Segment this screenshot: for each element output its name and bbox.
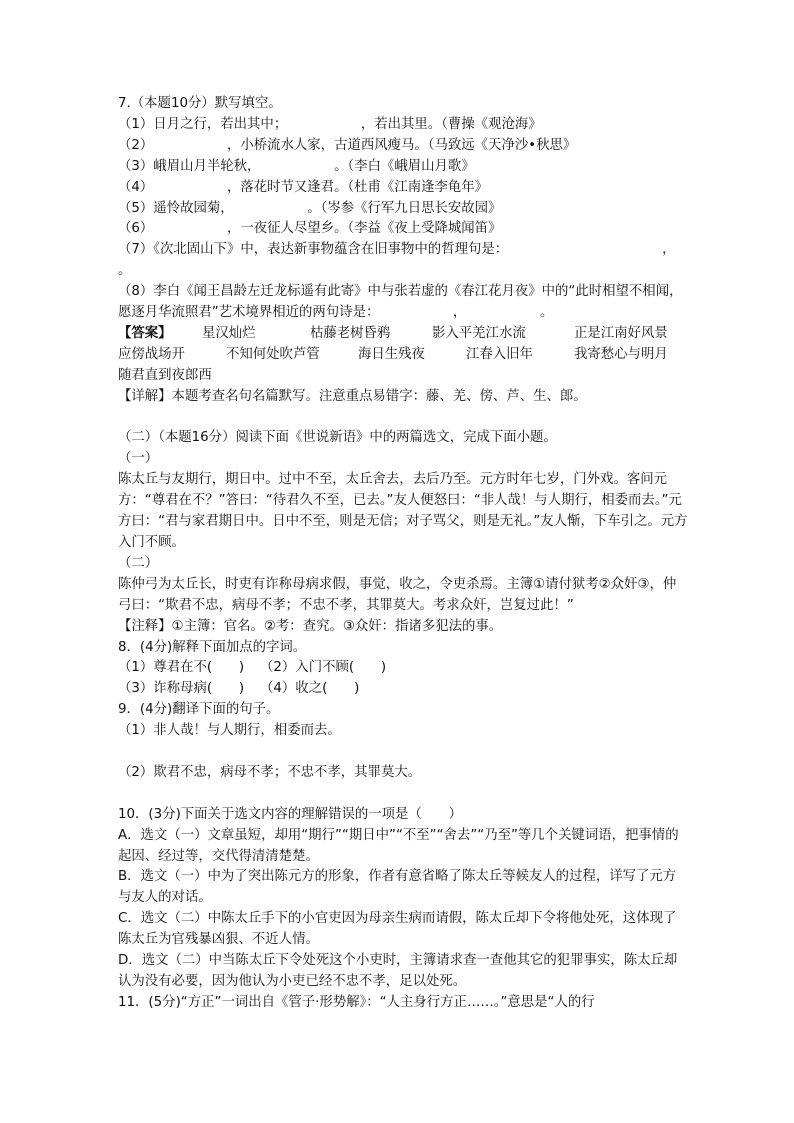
q8-row-2: [118, 679, 688, 700]
q8-item-4: （4）收之( ): [260, 681, 360, 697]
q10-option-a: A．选文（一）文章虽短，却用“期行”“期日中”“不至”“舍去”“乃至”等几个关键词语，把事情的起因、经过等，交代得清清楚楚。: [118, 827, 679, 864]
q8-heading: 8．(4分)解释下面加点的字词。: [118, 639, 307, 655]
answer-block: [118, 324, 688, 387]
q7-line-3: （3）峨眉山月半轮秋， 。（李白《峨眉山月歌》: [118, 158, 475, 174]
reading-part2-label: （二）: [118, 555, 159, 571]
answer-3: 影入平羌江水流: [432, 325, 526, 341]
q7-line-7-end: 。: [118, 263, 132, 279]
q8-row-1: [118, 658, 688, 679]
document-page: [118, 94, 688, 1014]
answer-2: 枯藤老树昏鸦: [310, 325, 391, 341]
reading-part2-text: 陈仲弓为太丘长，时吏有诈称母病求假，事觉，收之，令吏杀焉。主簿①请付狱考②众奸③，仲弓曰：“欺君不忠，病母不孝；不忠不孝，其罪莫大。考求众奸，岂复过此！”: [118, 576, 677, 613]
q7-line-1: （1）日月之行，若出其中； ，若出其里。（曹操《观沧海》: [118, 116, 542, 132]
q7-line-4: （4） ，落花时节又逢君。（杜甫《江南逢李龟年》: [118, 179, 489, 195]
answer-7: 海日生残夜: [358, 346, 425, 362]
q9-heading: 9．(4分)翻译下面的句子。: [118, 702, 280, 718]
q10-option-d: D．选文（二）中当陈太丘下令处死这个小吏时，主簿请求查一查他其它的犯罪事实，陈太丘却认为没有必要，因为他认为小吏已经不忠不孝，足以处死。: [118, 953, 678, 990]
detail-text: 【详解】本题考查名句名篇默写。注意重点易错字：藤、羌、傍、芦、生、郎。: [118, 388, 587, 404]
q8-item-2: （2）入门不顾( ): [260, 660, 387, 676]
q8-item-3: （3）诈称母病( ): [118, 681, 245, 697]
answer-5: 应傍战场开: [118, 346, 185, 362]
answer-4: 正是江南好风景: [574, 325, 668, 341]
q7-line-2: （2） ，小桥流水人家，古道西风瘦马。（马致远《天净沙•秋思》: [118, 137, 577, 153]
answer-label: 【答案】: [118, 325, 172, 341]
q9-sentence-1: （1）非人哉！与人期行，相委而去。: [118, 723, 341, 739]
answer-1: 星汉灿烂: [202, 325, 256, 341]
q10-heading: 10．(3分)下面关于选文内容的理解错误的一项是（ ）: [118, 806, 462, 822]
answer-10: 随君直到夜郎西: [118, 367, 212, 383]
answer-9: 我寄愁心与明月: [574, 346, 668, 362]
answer-6: 不知何处吹芦管: [226, 346, 320, 362]
q7-line-6: （6） ，一夜征人尽望乡。（李益《夜上受降城闻笛》: [118, 221, 502, 237]
reading-notes: 【注释】①主簿：官名。②考：查究。③众奸：指诸多犯法的事。: [118, 618, 503, 634]
answer-8: 江春入旧年: [466, 346, 533, 362]
q8-item-1: （1）尊君在不( ): [118, 660, 245, 676]
q10-option-b: B．选文（一）中为了突出陈元方的形象，作者有意省略了陈太丘等候友人的过程，详写了元方与友人的对话。: [118, 869, 677, 906]
reading-heading: （二）（本题16分）阅读下面《世说新语》中的两篇选文，完成下面小题。: [118, 430, 557, 446]
q7-line-5: （5）遥怜故园菊， 。（岑参《行军九日思长安故园》: [118, 200, 502, 216]
q9-sentence-2: （2）欺君不忠，病母不孝；不忠不孝，其罪莫大。: [118, 764, 422, 780]
q7-heading: 7.（本题10分）默写填空。: [118, 96, 282, 111]
q7-line-7: （7）《次北固山下》中，表达新事物蕴含在旧事物中的哲理句是： ，: [118, 242, 676, 258]
reading-part1-text: 陈太丘与友期行，期日中。过中不至，太丘舍去，去后乃至。元方时年七岁，门外戏。客问元方：“尊君在不？”答曰：“待君久不至，已去。”友人便怒曰：“非人哉！与人期行，相委而去。”元方曰：“君与家君期日中。日中不至，则是无信；对子骂父，则是无礼。”友人惭，下车引之。元方入门不顾。: [118, 472, 688, 551]
q11-heading: 11．(5分)“方正”一词出自《管子·形势解》：“人主身行方正……。”意思是“人的行: [118, 994, 595, 1010]
q10-option-c: C．选文（二）中陈太丘手下的小官吏因为母亲生病而请假，陈太丘却下令将他处死，这体现了陈太丘为官残暴凶狠、不近人情。: [118, 911, 677, 948]
q7-line-8: （8）李白《闻王昌龄左迁龙标遥有此寄》中与张若虚的《春江花月夜》中的“此时相望不相闻，愿逐月华流照君”艺术境界相近的两句诗是： ， 。: [118, 284, 683, 321]
reading-part1-label: （一）: [118, 451, 159, 467]
